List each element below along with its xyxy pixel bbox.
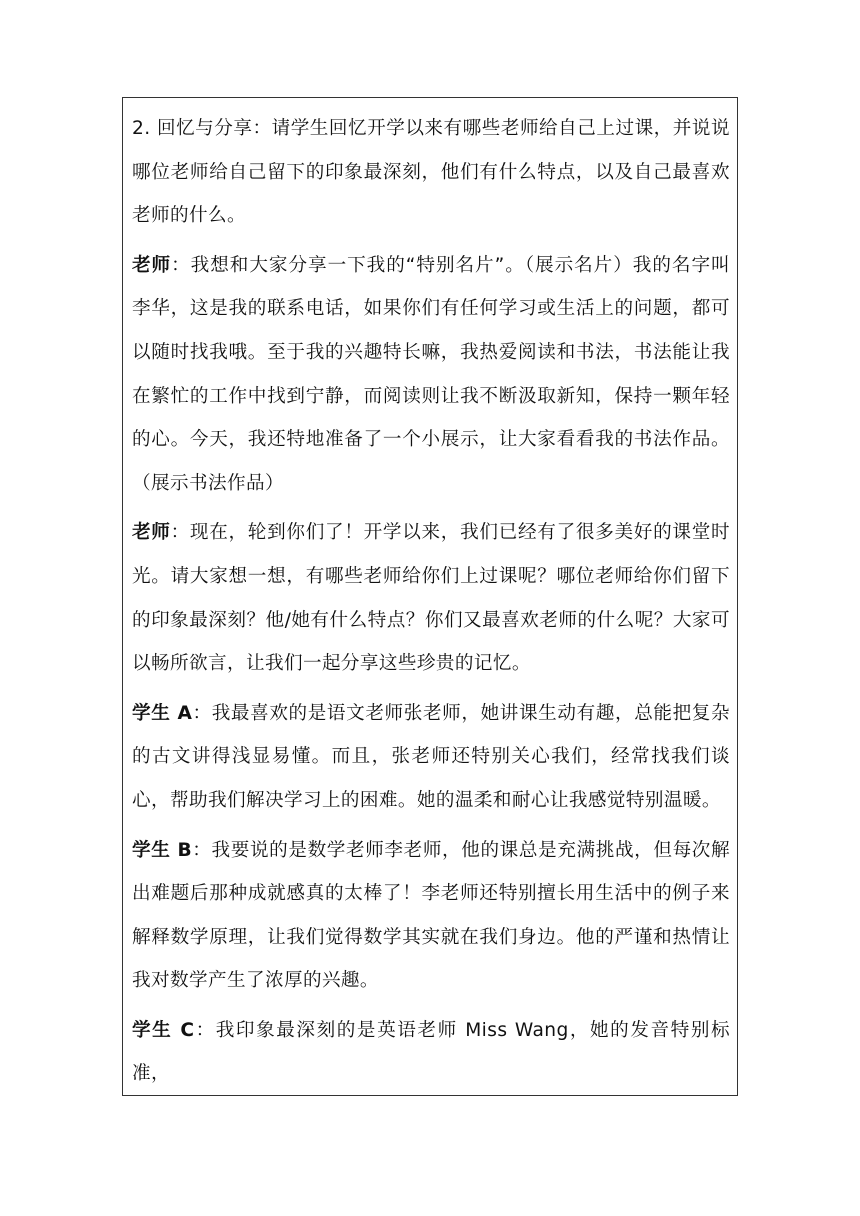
paragraph-text: ：我印象最深刻的是英语老师 Miss Wang，她的发音特别标准，: [132, 1019, 730, 1085]
speaker-label: 老师: [132, 254, 172, 276]
paragraph-activity-intro: [132, 107, 730, 238]
paragraph-teacher-intro: [132, 244, 730, 506]
paragraph-text: ：我要说的是数学老师李老师，他的课总是充满挑战，但每次解出难题后那种成就感真的太棒了！李老师还特别擅长用生活中的例子来解释数学原理，让我们觉得数学其实就在我们身边。他的严谨和热情让我对数学产生了浓厚的兴趣。: [132, 839, 731, 992]
speaker-label: 学生 A: [132, 702, 193, 724]
paragraph-text: 2. 回忆与分享：请学生回忆开学以来有哪些老师给自己上过课，并说说哪位老师给自己留下的印象最深刻，他们有什么特点，以及自己最喜欢老师的什么。: [132, 118, 730, 227]
cell-content: [132, 107, 730, 1096]
speaker-label: 老师: [132, 522, 171, 544]
paragraph-text: ：现在，轮到你们了！开学以来，我们已经有了很多美好的课堂时光。请大家想一想，有哪些老师给你们上过课呢？哪位老师给你们留下的印象最深刻？他/她有什么特点？你们又最喜欢老师的什么呢？大家可以畅所欲言，让我们一起分享这些珍贵的记忆。: [132, 522, 730, 675]
paragraph-text: ：我想和大家分享一下我的“特别名片”。（展示名片）我的名字叫李华，这是我的联系电话，如果你们有任何学习或生活上的问题，都可以随时找我哦。至于我的兴趣特长嘛，我热爱阅读和书法，书法能让我在繁忙的工作中找到宁静，而阅读则让我不断汲取新知，保持一颗年轻的心。今天，我还特地准备了一个小展示，让大家看看我的书法作品。（展示书法作品）: [132, 254, 730, 494]
speaker-label: 学生 B: [132, 839, 193, 861]
paragraph-text: ：我最喜欢的是语文老师张老师，她讲课生动有趣，总能把复杂的古文讲得浅显易懂。而且，张老师还特别关心我们，经常找我们谈心，帮助我们解决学习上的困难。她的温柔和耐心让我感觉特别温暖。: [132, 702, 731, 811]
paragraph-student-a: [132, 692, 730, 823]
paragraph-student-b: [132, 829, 730, 1003]
paragraph-student-c: [132, 1009, 730, 1096]
table-cell: [122, 97, 738, 1096]
paragraph-teacher-prompt: [132, 511, 730, 685]
speaker-label: 学生 C: [132, 1019, 195, 1041]
